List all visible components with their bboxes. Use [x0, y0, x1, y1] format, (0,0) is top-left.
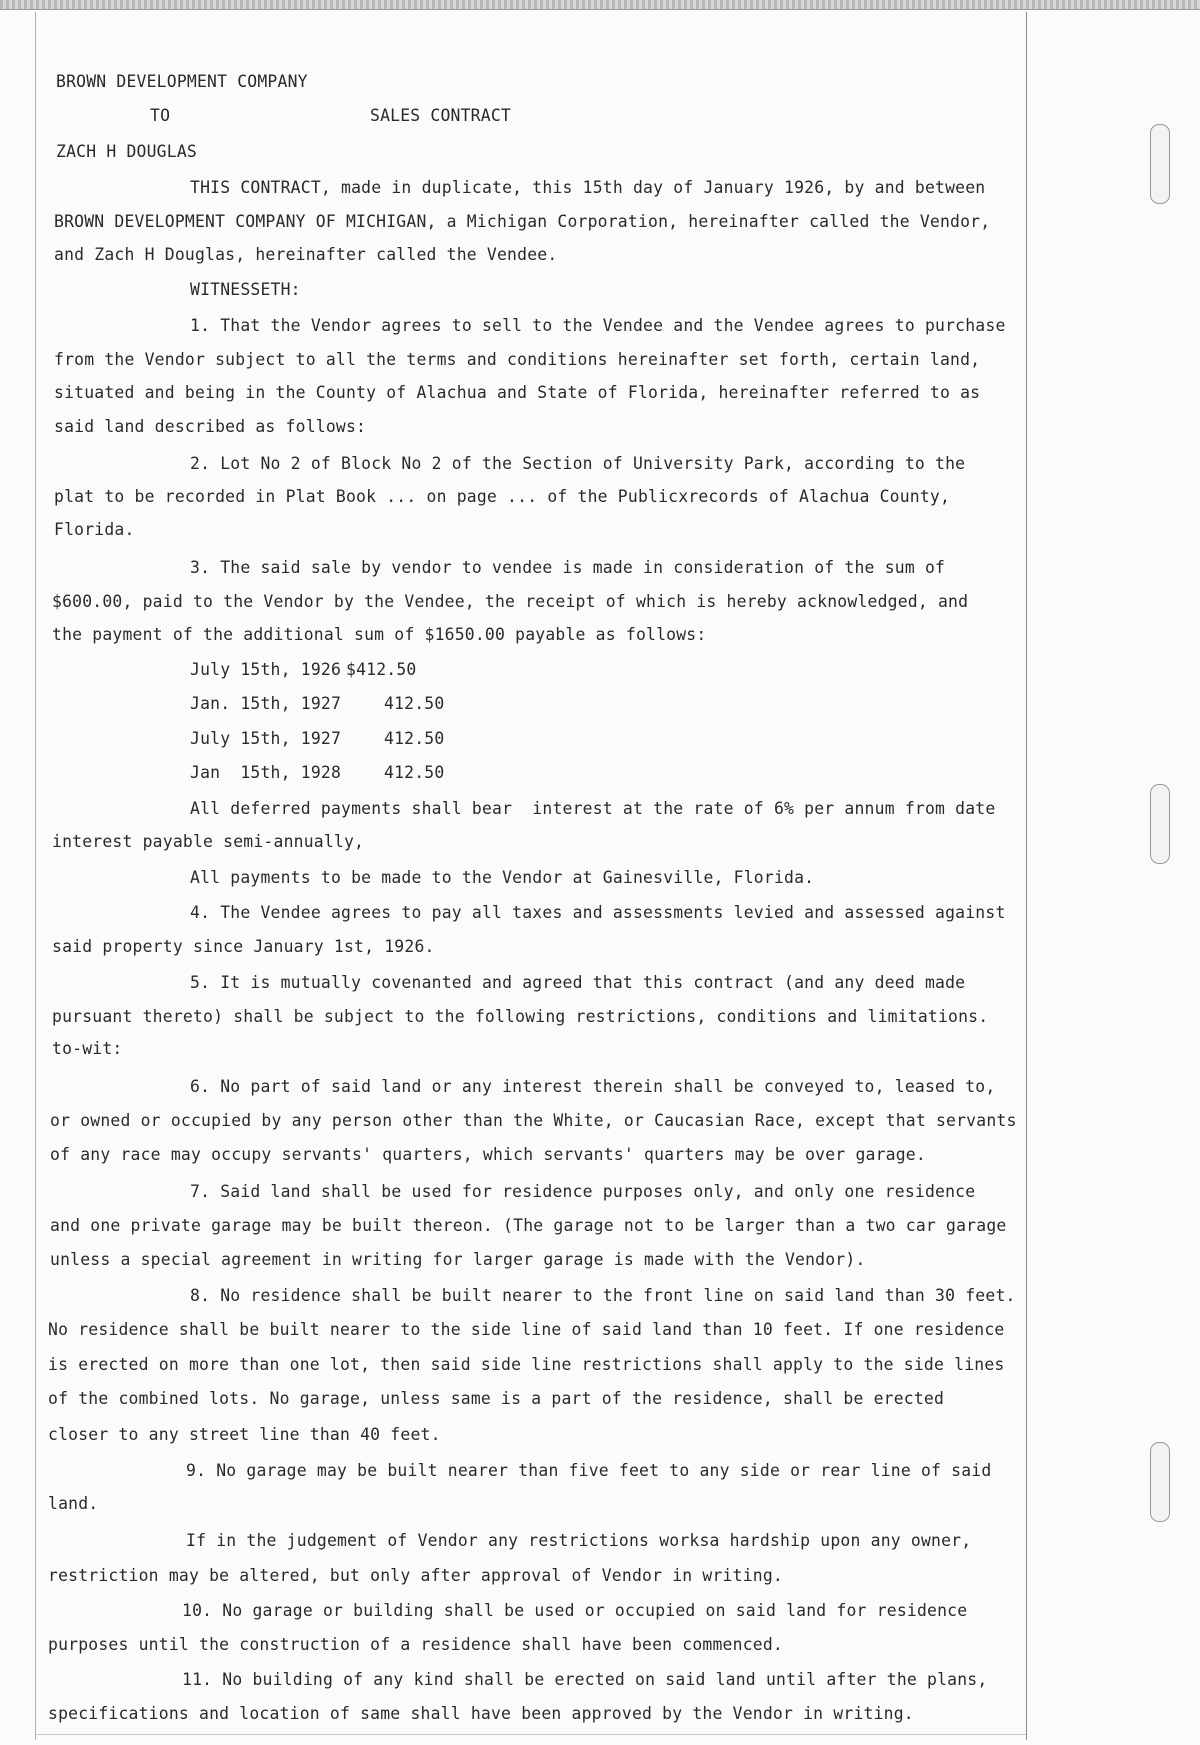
punch-hole-bottom	[1150, 1442, 1170, 1522]
body-line: 8. No residence shall be built nearer to the front line on said land than 30 feet.	[190, 1286, 1016, 1305]
body-line: and Zach H Douglas, hereinafter called the Vendee.	[54, 245, 558, 264]
body-line: of the combined lots. No garage, unless same is a part of the residence, shall be erected	[48, 1389, 945, 1408]
body-line: 7. Said land shall be used for residence purposes only, and only one residence	[190, 1182, 976, 1201]
body-line: All payments to be made to the Vendor at Gainesville, Florida.	[190, 868, 815, 887]
body-line: 10. No garage or building shall be used or occupied on said land for residence	[182, 1601, 968, 1620]
document-title: SALES CONTRACT	[370, 106, 511, 125]
body-line: Florida.	[54, 520, 135, 539]
body-line: If in the judgement of Vendor any restrictions worksa hardship upon any owner,	[186, 1531, 972, 1550]
body-line: and one private garage may be built thereon. (The garage not to be larger than a two car garage	[50, 1216, 1007, 1235]
body-line: No residence shall be built nearer to the side line of said land than 10 feet. If one residence	[48, 1320, 1005, 1339]
body-line: unless a special agreement in writing for larger garage is made with the Vendor).	[50, 1250, 866, 1269]
schedule-amount: 412.50	[384, 729, 445, 748]
body-line: plat to be recorded in Plat Book ... on page ... of the Publicxrecords of Alachua County,	[54, 487, 951, 506]
bottom-rule	[36, 1734, 1026, 1735]
body-line: interest payable semi-annually,	[52, 832, 365, 851]
body-line: from the Vendor subject to all the terms and conditions hereinafter set forth, certain land,	[54, 350, 981, 369]
body-line: to-wit:	[52, 1039, 123, 1058]
body-line: 4. The Vendee agrees to pay all taxes and assessments levied and assessed against	[190, 903, 1006, 922]
header-party: ZACH H DOUGLAS	[56, 142, 197, 161]
body-line: 3. The said sale by vendor to vendee is made in consideration of the sum of	[190, 558, 946, 577]
body-line: or owned or occupied by any person other than the White, or Caucasian Race, except that servants	[50, 1111, 1017, 1130]
body-line: 5. It is mutually covenanted and agreed that this contract (and any deed made	[190, 973, 966, 992]
body-line: pursuant thereto) shall be subject to the following restrictions, conditions and limitations.	[52, 1007, 989, 1026]
body-line: BROWN DEVELOPMENT COMPANY OF MICHIGAN, a Michigan Corporation, hereinafter called the Vendor,	[54, 212, 991, 231]
schedule-date: Jan 15th, 1928	[190, 763, 342, 782]
left-margin-rule	[35, 12, 36, 1740]
body-line: $600.00, paid to the Vendor by the Vendee, the receipt of which is hereby acknowledged, and	[52, 592, 969, 611]
body-line: said property since January 1st, 1926.	[52, 937, 435, 956]
punch-hole-middle	[1150, 784, 1170, 864]
witnesseth-heading: WITNESSETH:	[190, 280, 301, 299]
right-margin-rule	[1026, 12, 1027, 1740]
body-line: the payment of the additional sum of $1650.00 payable as follows:	[52, 625, 707, 644]
body-line: land.	[48, 1494, 99, 1513]
body-line: All deferred payments shall bear interest at the rate of 6% per annum from date	[190, 799, 996, 818]
punch-hole-top	[1150, 124, 1170, 204]
schedule-date: Jan. 15th, 1927	[190, 694, 342, 713]
body-line: is erected on more than one lot, then said side line restrictions shall apply to the side lines	[48, 1355, 1005, 1374]
body-line: 2. Lot No 2 of Block No 2 of the Section of University Park, according to the	[190, 454, 966, 473]
body-line: 9. No garage may be built nearer than five feet to any side or rear line of said	[186, 1461, 992, 1480]
header-company: BROWN DEVELOPMENT COMPANY	[56, 72, 308, 91]
schedule-date: July 15th, 1926	[190, 660, 342, 679]
body-line: THIS CONTRACT, made in duplicate, this 15th day of January 1926, by and between	[190, 178, 986, 197]
schedule-amount: $412.50	[346, 660, 417, 679]
body-line: said land described as follows:	[54, 417, 367, 436]
body-line: purposes until the construction of a residence shall have been commenced.	[48, 1635, 783, 1654]
schedule-amount: 412.50	[384, 763, 445, 782]
body-line: 6. No part of said land or any interest therein shall be conveyed to, leased to,	[190, 1077, 996, 1096]
body-line: specifications and location of same shall have been approved by the Vendor in writing.	[48, 1704, 914, 1723]
schedule-amount: 412.50	[384, 694, 445, 713]
body-line: of any race may occupy servants' quarters, which servants' quarters may be over garage.	[50, 1145, 926, 1164]
body-line: closer to any street line than 40 feet.	[48, 1425, 441, 1444]
body-line: restriction may be altered, but only after approval of Vendor in writing.	[48, 1566, 783, 1585]
body-line: 1. That the Vendor agrees to sell to the Vendee and the Vendee agrees to purchase	[190, 316, 1006, 335]
schedule-date: July 15th, 1927	[190, 729, 342, 748]
body-line: situated and being in the County of Alachua and State of Florida, hereinafter referred to as	[54, 383, 981, 402]
body-line: 11. No building of any kind shall be erected on said land until after the plans,	[182, 1670, 988, 1689]
page-top-edge	[0, 0, 1200, 10]
header-to: TO	[150, 106, 171, 125]
